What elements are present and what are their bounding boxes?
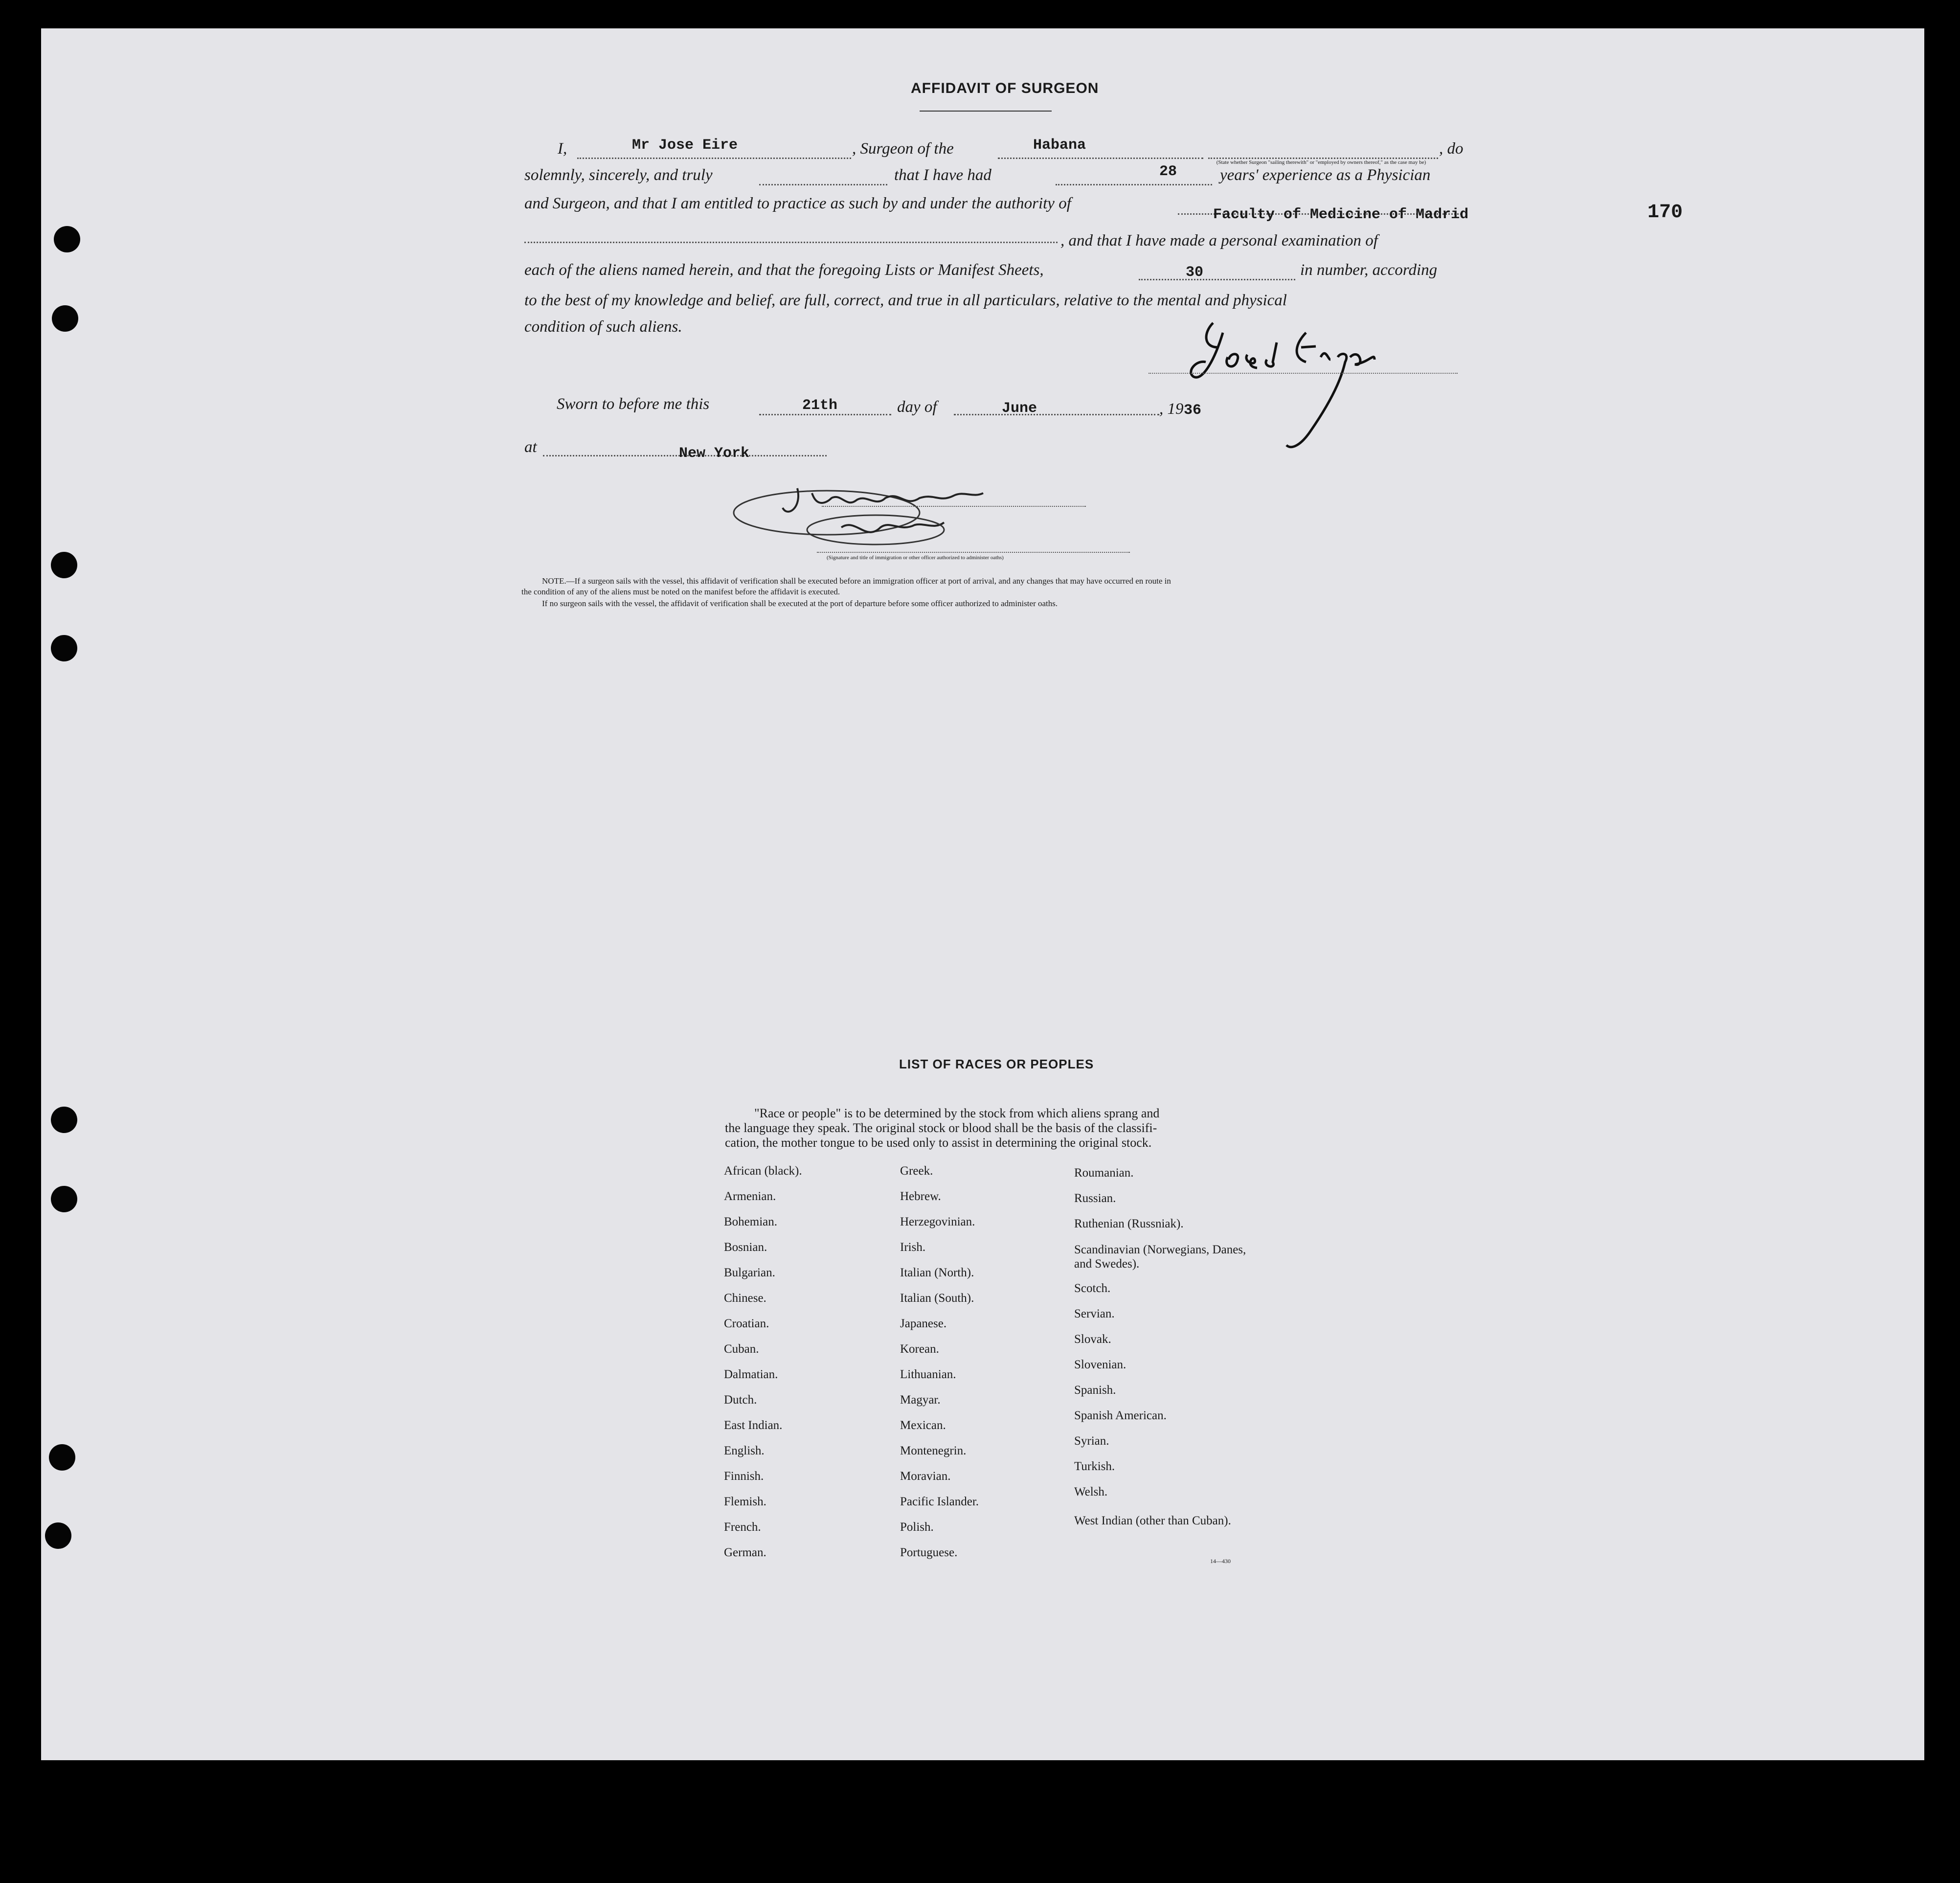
authority-continued-line [524, 242, 1058, 243]
binder-hole [51, 552, 77, 578]
race-item: African (black). [724, 1164, 802, 1178]
races-intro-1: "Race or people" is to be determined by the stock from which aliens sprang and [754, 1106, 1160, 1120]
race-item: Pacific Islander. [900, 1495, 979, 1508]
race-item: Flemish. [724, 1495, 766, 1508]
affirm-field-line [759, 184, 887, 185]
affidavit-line-2c: years' experience as a Physician [1220, 166, 1431, 184]
surgeon-of-label: , Surgeon of the [852, 140, 954, 158]
sworn-label: Sworn to before me this [557, 395, 710, 413]
surgeon-name-field-line [577, 158, 851, 159]
race-item: Korean. [900, 1342, 939, 1356]
race-item: Montenegrin. [900, 1444, 967, 1457]
race-item: Syrian. [1074, 1434, 1109, 1448]
affidavit-line-3: and Surgeon, and that I am entitled to practice as such by and under the authority of [524, 195, 1071, 212]
race-item: East Indian. [724, 1419, 783, 1432]
binder-hole [51, 635, 77, 661]
sworn-month-field-line [954, 414, 1159, 415]
race-item: Slovak. [1074, 1333, 1111, 1346]
race-item: Bosnian. [724, 1241, 767, 1254]
affidavit-title: AFFIDAVIT OF SURGEON [911, 80, 1099, 96]
year-prefix: , 19 [1159, 400, 1184, 418]
race-item: Bohemian. [724, 1215, 778, 1228]
race-item: Chinese. [724, 1292, 766, 1305]
race-item: Finnish. [724, 1470, 764, 1483]
sworn-year-field: 36 [1184, 402, 1202, 419]
race-item: Roumanian. [1074, 1166, 1134, 1180]
capacity-field-line [1208, 158, 1438, 159]
race-item: Dutch. [724, 1393, 757, 1407]
note-line-2: the condition of any of the aliens must be noted on the manifest before the affidavit is executed. [521, 587, 840, 596]
officer-signature [729, 474, 1071, 562]
race-item: Russian. [1074, 1192, 1116, 1205]
capacity-note: (State whether Surgeon "sailing therewith" or "employed by owners thereof," as the case may be) [1216, 159, 1426, 165]
race-item: Irish. [900, 1241, 926, 1254]
do-label: , do [1439, 140, 1464, 158]
race-item: Lithuanian. [900, 1368, 956, 1381]
i-label: I, [558, 140, 567, 158]
affidavit-line-2a: solemnly, sincerely, and truly [524, 166, 713, 184]
page-number: 170 [1647, 202, 1683, 224]
race-item: Bulgarian. [724, 1266, 775, 1279]
race-item: Polish. [900, 1520, 934, 1534]
race-item: Croatian. [724, 1317, 769, 1330]
sworn-month-field: June [1002, 400, 1037, 417]
vessel-field: Habana [1033, 137, 1086, 154]
race-item: Mexican. [900, 1419, 946, 1432]
binder-hole [54, 226, 80, 252]
years-field: 28 [1159, 163, 1177, 180]
race-item: Armenian. [724, 1190, 776, 1203]
affidavit-line-4: , and that I have made a personal examination of [1060, 232, 1378, 250]
note-line-3: If no surgeon sails with the vessel, the affidavit of verification shall be executed at the port of departure before some officer authorized to administer oaths. [542, 599, 1058, 608]
place-field: New York [679, 445, 750, 462]
document-sheet [41, 28, 1924, 1760]
races-intro-3: cation, the mother tongue to be used only to assist in determining the original stock. [725, 1135, 1152, 1150]
race-item: Greek. [900, 1164, 933, 1178]
race-item: Servian. [1074, 1307, 1115, 1320]
race-item: Herzegovinian. [900, 1215, 975, 1228]
vessel-field-line [998, 158, 1203, 159]
affidavit-line-5b: in number, according [1300, 261, 1438, 279]
race-item: German. [724, 1546, 766, 1559]
race-item: Welsh. [1074, 1485, 1108, 1498]
race-item: Spanish American. [1074, 1409, 1167, 1422]
race-item: Slovenian. [1074, 1358, 1126, 1371]
sworn-day-field-line [759, 414, 891, 415]
race-item: Scotch. [1074, 1282, 1111, 1295]
authority-field: Faculty of Medicine of Madrid [1213, 206, 1469, 223]
race-item: English. [724, 1444, 765, 1457]
binder-hole [49, 1444, 75, 1471]
sworn-day-field: 21th [802, 397, 838, 414]
race-item: Dalmatian. [724, 1368, 778, 1381]
officer-signature-line [822, 506, 1086, 507]
binder-hole [51, 1186, 77, 1212]
race-item: West Indian (other than Cuban). [1074, 1514, 1231, 1527]
race-item: French. [724, 1520, 761, 1534]
race-item: Portuguese. [900, 1546, 958, 1559]
sheets-field-line [1139, 279, 1295, 280]
binder-hole [52, 305, 78, 332]
affidavit-line-2b: that I have had [894, 166, 991, 184]
race-item: Cuban. [724, 1342, 759, 1356]
binder-hole [51, 1107, 77, 1133]
note-line-1: NOTE.—If a surgeon sails with the vessel, this affidavit of verification shall be executed before an immigration officer at port of arrival, and any changes that may have occurred en route in [542, 576, 1171, 586]
surgeon-name-field: Mr Jose Eire [632, 137, 738, 154]
affidavit-line-7: condition of such aliens. [524, 318, 682, 336]
race-item: Magyar. [900, 1393, 941, 1407]
title-underline [920, 111, 1052, 112]
day-of-label: day of [897, 398, 937, 416]
sheets-field: 30 [1186, 264, 1204, 281]
affidavit-line-6: to the best of my knowledge and belief, are full, correct, and true in all particulars, relative to the mental and physical [524, 292, 1287, 309]
race-item: Italian (South). [900, 1292, 974, 1305]
surgeon-signature [1145, 313, 1448, 455]
race-item: Scandinavian (Norwegians, Danes, and Swedes). [1074, 1243, 1246, 1270]
form-number: 14—430 [1210, 1558, 1231, 1565]
at-label: at [524, 438, 537, 456]
race-item: Italian (North). [900, 1266, 974, 1279]
race-item: Turkish. [1074, 1460, 1115, 1473]
race-item: Moravian. [900, 1470, 951, 1483]
officer-caption: (Signature and title of immigration or other officer authorized to administer oaths) [827, 555, 1004, 561]
years-field-line [1056, 184, 1212, 185]
affidavit-line-5a: each of the aliens named herein, and that the foregoing Lists or Manifest Sheets, [524, 261, 1044, 279]
race-item: Japanese. [900, 1317, 947, 1330]
surgeon-signature-line [1149, 373, 1458, 374]
races-title: LIST OF RACES OR PEOPLES [899, 1057, 1094, 1071]
officer-title-line [817, 552, 1130, 553]
race-item: Spanish. [1074, 1384, 1116, 1397]
race-item: Ruthenian (Russniak). [1074, 1217, 1184, 1230]
races-intro-2: the language they speak. The original stock or blood shall be the basis of the classifi- [725, 1121, 1157, 1135]
binder-hole [45, 1522, 71, 1549]
race-item: Hebrew. [900, 1190, 941, 1203]
